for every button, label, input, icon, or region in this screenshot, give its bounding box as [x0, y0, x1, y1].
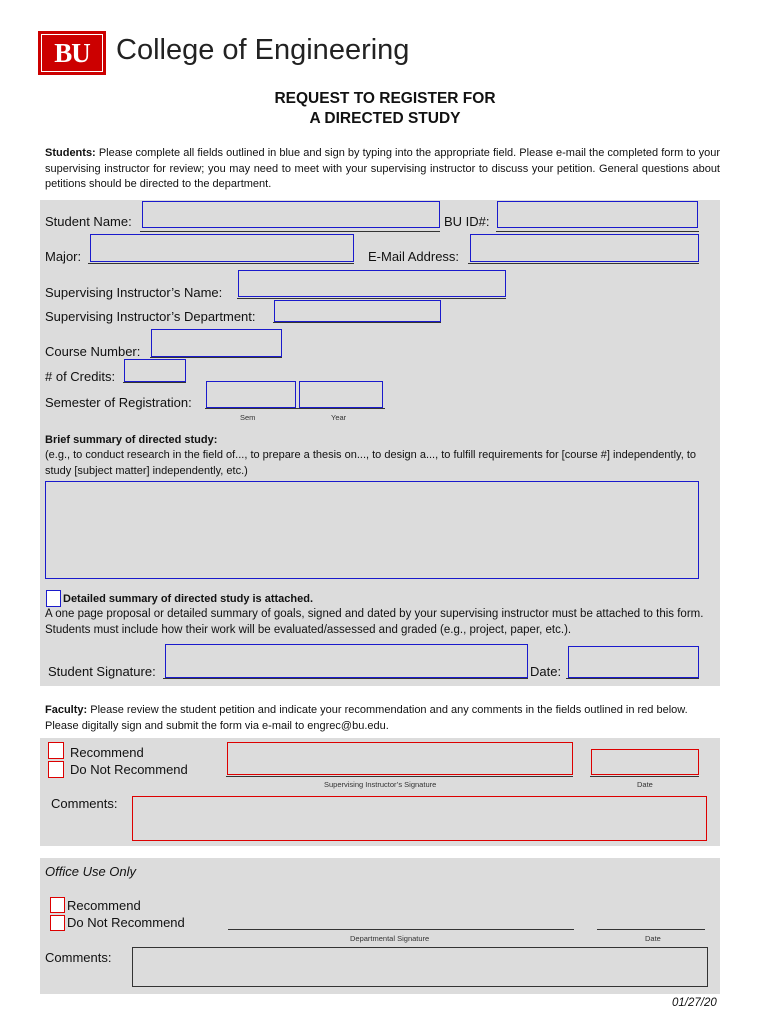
bu-logo-text: BU — [41, 34, 103, 72]
faculty-not-recommend-checkbox[interactable] — [48, 761, 64, 778]
office-signature-underline — [228, 929, 574, 930]
sem-caption: Sem — [240, 413, 256, 422]
faculty-signature-field[interactable] — [227, 742, 573, 775]
student-signature-field[interactable] — [165, 644, 528, 678]
supervisor-dept-label: Supervising Instructor’s Department: — [45, 309, 256, 324]
credits-field[interactable] — [124, 359, 186, 382]
student-signature-underline — [163, 678, 528, 679]
office-comments-label: Comments: — [45, 950, 112, 965]
email-field[interactable] — [470, 234, 699, 262]
attached-checkbox[interactable] — [46, 590, 61, 607]
supervisor-dept-underline — [273, 322, 441, 323]
form-title-line2: A DIRECTED STUDY — [309, 110, 461, 127]
office-date-underline — [597, 929, 705, 930]
faculty-recommend-checkbox[interactable] — [48, 742, 64, 759]
supervisor-name-field[interactable] — [238, 270, 506, 297]
supervisor-name-label: Supervising Instructor’s Name: — [45, 285, 223, 300]
faculty-comments-field[interactable] — [132, 796, 707, 841]
student-name-label: Student Name: — [45, 214, 132, 229]
faculty-text: Please review the student petition and indicate your recommendation and any comments in the fields outlined in red below. Please digitally sign and submit the form via e-mail to engrec@bu.edu. — [45, 704, 688, 732]
office-not-recommend-label: Do Not Recommend — [67, 915, 185, 930]
course-number-label: Course Number: — [45, 344, 141, 359]
credits-label: # of Credits: — [45, 369, 116, 384]
bu-logo — [38, 31, 106, 75]
supervisor-dept-field[interactable] — [274, 300, 441, 322]
college-name: College of Engineering — [116, 34, 410, 66]
office-recommend-checkbox[interactable] — [50, 897, 65, 913]
course-number-field[interactable] — [151, 329, 282, 357]
year-caption: Year — [331, 413, 347, 422]
semester-year-field[interactable] — [299, 381, 383, 408]
office-date-caption: Date — [645, 934, 661, 943]
office-not-recommend-checkbox[interactable] — [50, 915, 65, 931]
student-signature-label: Student Signature: — [48, 664, 156, 679]
students-lead: Students: — [45, 147, 96, 159]
email-label: E-Mail Address: — [368, 249, 460, 264]
supervisor-name-underline — [237, 298, 506, 299]
faculty-lead: Faculty: — [45, 704, 88, 716]
student-name-field[interactable] — [142, 201, 440, 228]
email-underline — [468, 263, 699, 264]
major-field[interactable] — [90, 234, 354, 262]
faculty-date-underline — [590, 776, 699, 777]
attached-note: A one page proposal or detailed summary of goals, signed and dated by your supervising instructor must be attached to this form. Students must include how their work will be evaluated/assessed and graded (e.g., project, paper, etc.). — [45, 608, 704, 636]
faculty-signature-underline — [226, 776, 573, 777]
summary-textarea[interactable] — [45, 481, 699, 579]
major-label: Major: — [45, 249, 82, 264]
office-signature-caption: Departmental Signature — [350, 934, 430, 943]
revision-date: 01/27/20 — [672, 997, 717, 1009]
semester-underline — [205, 408, 385, 409]
bu-id-label: BU ID#: — [444, 214, 490, 229]
major-underline — [88, 263, 354, 264]
student-date-underline — [566, 678, 699, 679]
credits-underline — [123, 382, 186, 383]
faculty-instructions — [45, 703, 720, 734]
student-name-underline — [140, 231, 440, 232]
students-instructions — [45, 146, 720, 193]
office-comments-field[interactable] — [132, 947, 708, 987]
student-date-label: Date: — [530, 664, 562, 679]
summary-hint: (e.g., to conduct research in the field of..., to prepare a thesis on..., to design a..., to fulfill requirements for [course #] independently, to study [subject matter] independently, etc.) — [45, 449, 696, 477]
semester-label: Semester of Registration: — [45, 395, 192, 410]
faculty-comments-label: Comments: — [51, 796, 118, 811]
faculty-date-field[interactable] — [591, 749, 699, 775]
faculty-signature-caption: Supervising Instructor’s Signature — [324, 780, 437, 789]
bu-id-underline — [496, 231, 699, 232]
semester-sem-field[interactable] — [206, 381, 296, 408]
office-recommend-label: Recommend — [67, 898, 141, 913]
student-date-field[interactable] — [568, 646, 699, 678]
course-number-underline — [150, 357, 282, 358]
office-heading: Office Use Only — [45, 864, 137, 879]
faculty-not-recommend-label: Do Not Recommend — [70, 762, 188, 777]
bu-id-field[interactable] — [497, 201, 698, 228]
faculty-date-caption: Date — [637, 780, 653, 789]
form-title-line1: REQUEST TO REGISTER FOR — [274, 90, 496, 107]
students-text: Please complete all fields outlined in blue and sign by typing into the appropriate field. Please e-mail the completed form to your supervising instructor for review; you may need to meet with your supervising instructor to discuss your petition. General questions about petitions should be directed to the department. — [45, 147, 720, 190]
summary-heading: Brief summary of directed study: — [45, 434, 218, 446]
attached-label: Detailed summary of directed study is attached. — [63, 593, 314, 605]
faculty-recommend-label: Recommend — [70, 745, 144, 760]
